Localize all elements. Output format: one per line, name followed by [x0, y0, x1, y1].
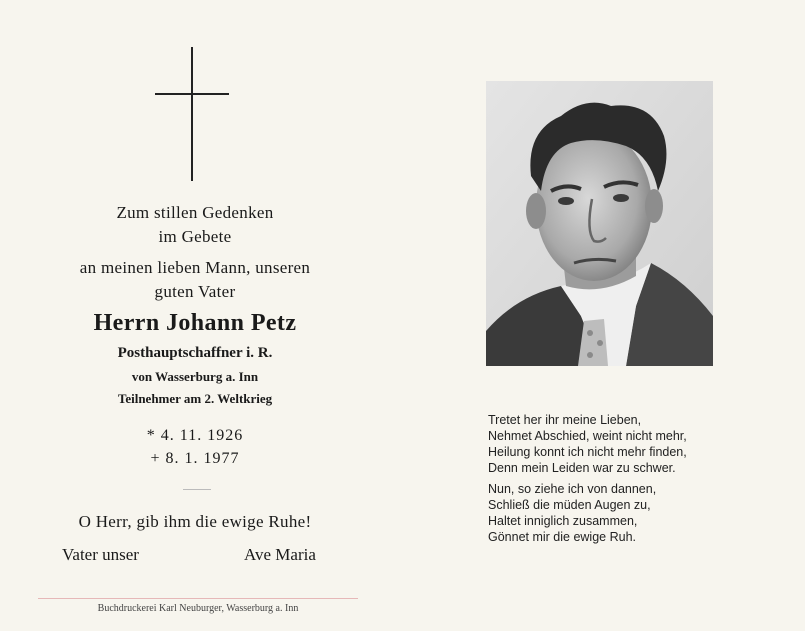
- dedication-line-4: guten Vater: [154, 282, 236, 301]
- birth-date: * 4. 11. 1926: [146, 427, 244, 444]
- poem-line: Tretet her ihr meine Lieben,: [488, 413, 642, 427]
- poem-line: Haltet inniglich zusammen,: [488, 514, 638, 528]
- deceased-title: Posthauptschaffner i. R.: [117, 345, 273, 361]
- portrait-photo: [486, 81, 713, 366]
- cross-icon-bar: [155, 93, 229, 95]
- poem-line: Gönnet mir die ewige Ruh.: [488, 530, 636, 544]
- portrait-image: [486, 81, 713, 366]
- poem-stanza-2: [488, 481, 687, 545]
- divider: [183, 489, 211, 490]
- prayer-vater-unser: Vater unser: [62, 545, 139, 564]
- death-date: + 8. 1. 1977: [150, 450, 240, 467]
- poem-line: Heilung konnt ich nicht mehr finden,: [488, 445, 687, 459]
- deceased-name: Herrn Johann Petz: [93, 310, 297, 336]
- prayer-ave-maria: Ave Maria: [244, 545, 316, 564]
- cross-icon: [191, 47, 193, 181]
- prayer-line: O Herr, gib ihm die ewige Ruhe!: [78, 512, 312, 531]
- poem: [488, 412, 687, 545]
- dedication-line-1: Zum stillen Gedenken: [116, 203, 274, 222]
- poem-line: Nun, so ziehe ich von dannen,: [488, 482, 657, 496]
- poem-stanza-1: [488, 412, 687, 476]
- dedication-line-3: an meinen lieben Mann, unseren: [79, 258, 311, 277]
- poem-line: Schließ die müden Augen zu,: [488, 498, 651, 512]
- deceased-note: Teilnehmer am 2. Weltkrieg: [117, 391, 273, 406]
- printer-footer: Buchdruckerei Karl Neuburger, Wasserburg a. Inn: [97, 603, 299, 614]
- poem-line: Nehmet Abschied, weint nicht mehr,: [488, 429, 687, 443]
- poem-line: Denn mein Leiden war zu schwer.: [488, 461, 676, 475]
- footer-rule: [38, 598, 358, 599]
- deceased-origin: von Wasserburg a. Inn: [131, 369, 259, 384]
- dedication-line-2: im Gebete: [158, 227, 232, 246]
